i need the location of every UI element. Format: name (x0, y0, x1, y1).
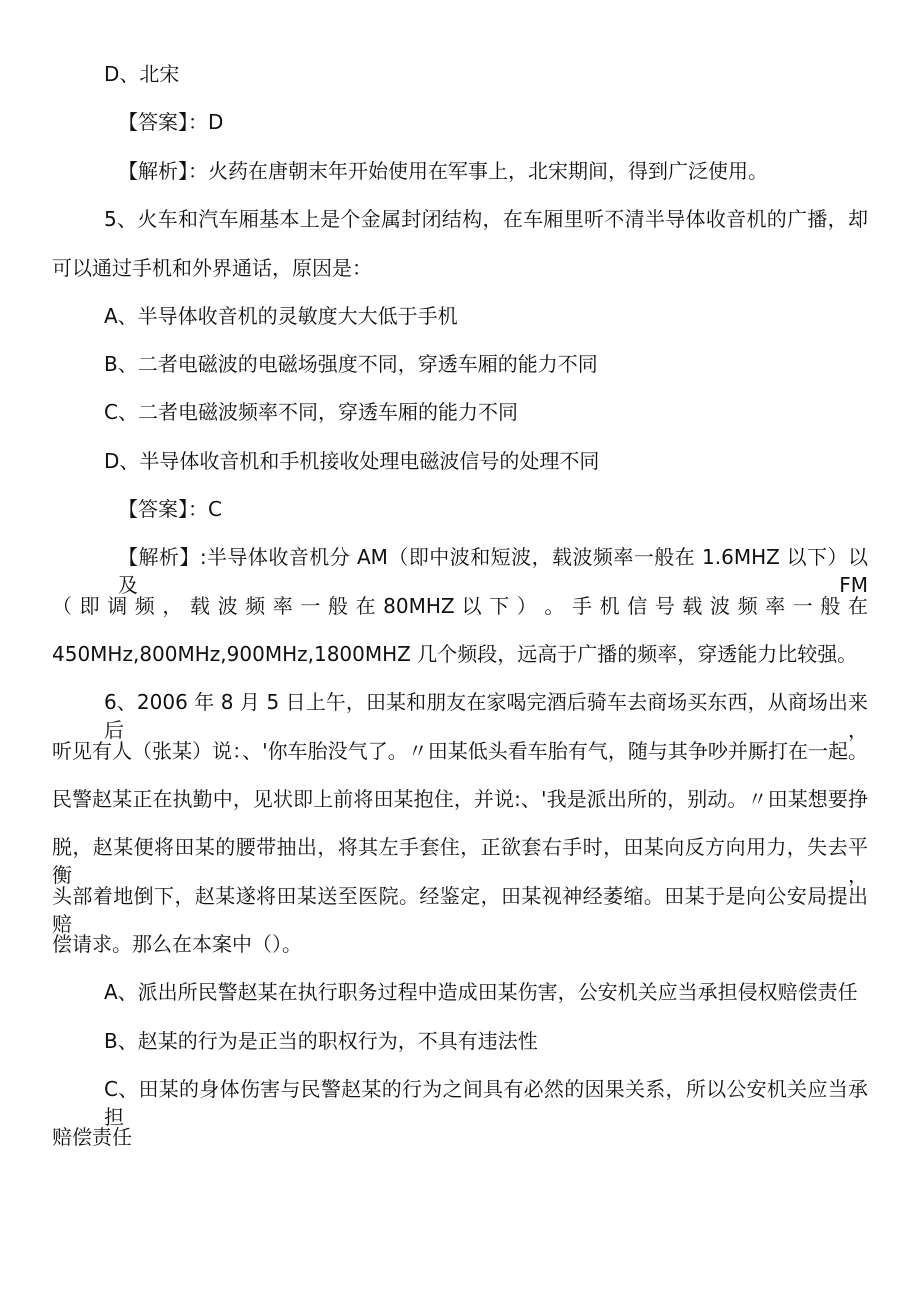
answer-line: 【答案】：C (118, 497, 222, 521)
option-c-line: C、二者电磁波频率不同，穿透车厢的能力不同 (104, 400, 518, 424)
option-d-line: D、半导体收音机和手机接收处理电磁波信号的处理不同 (104, 449, 600, 473)
question-6-line-2: 听见有人（张某）说：、'你车胎没气了。〃田某低头看车胎有气，随与其争吵并厮打在一起。 (52, 739, 868, 763)
option-c-line-2: 赔偿责任 (52, 1125, 132, 1149)
question-6-line-5: 头部着地倒下，赵某遂将田某送至医院。经鉴定，田某视神经萎缩。田某于是向公安局提出赔 (52, 884, 868, 936)
explanation-line: 【解析】：火药在唐朝末年开始使用在军事上，北宋期间，得到广泛使用。 (118, 159, 768, 183)
question-6-line-4: 脱，赵某便将田某的腰带抽出，将其左手套住，正欲套右手时，田某向反方向用力，失去平衡， (52, 835, 868, 887)
option-d-line: D、北宋 (104, 62, 180, 86)
question-6-line-1: 6、2006 年 8 月 5 日上午，田某和朋友在家喝完酒后骑车去商场买东西，从商场出来后， (104, 690, 868, 742)
option-a-line: A、派出所民警赵某在执行职务过程中造成田某伤害，公安机关应当承担侵权赔偿责任 (104, 980, 858, 1004)
option-b-line: B、二者电磁波的电磁场强度不同，穿透车厢的能力不同 (104, 352, 598, 376)
explanation-line-1: 【解析】:半导体收音机分 AM（即中波和短波，载波频率一般在 1.6MHZ 以下）以及 FM (118, 545, 868, 597)
option-b-line: B、赵某的行为是正当的职权行为，不具有违法性 (104, 1029, 538, 1053)
question-5-line-1: 5、火车和汽车厢基本上是个金属封闭结构，在车厢里听不清半导体收音机的广播，却 (104, 207, 868, 231)
option-c-line-1: C、田某的身体伤害与民警赵某的行为之间具有必然的因果关系，所以公安机关应当承担 (104, 1077, 868, 1129)
explanation-line-3: 450MHz,800MHz,900MHz,1800MHZ 几个频段，远高于广播的频率，穿透能力比较强。 (52, 642, 858, 666)
question-6-line-3: 民警赵某正在执勤中，见状即上前将田某抱住，并说:、'我是派出所的，别动。〃田某想要挣 (52, 787, 868, 811)
explanation-line-2: （ 即 调 频 ， 载 波 频 率 一 般 在 80MHZ 以 下 ） 。 手 机 信 号 载 波 频 率 一 般 在 (52, 594, 868, 618)
answer-line: 【答案】：D (118, 110, 224, 134)
option-a-line: A、半导体收音机的灵敏度大大低于手机 (104, 304, 458, 328)
question-6-line-6: 偿请求。那么在本案中（）。 (52, 932, 302, 956)
question-5-line-2: 可以通过手机和外界通话，原因是： (52, 256, 372, 280)
